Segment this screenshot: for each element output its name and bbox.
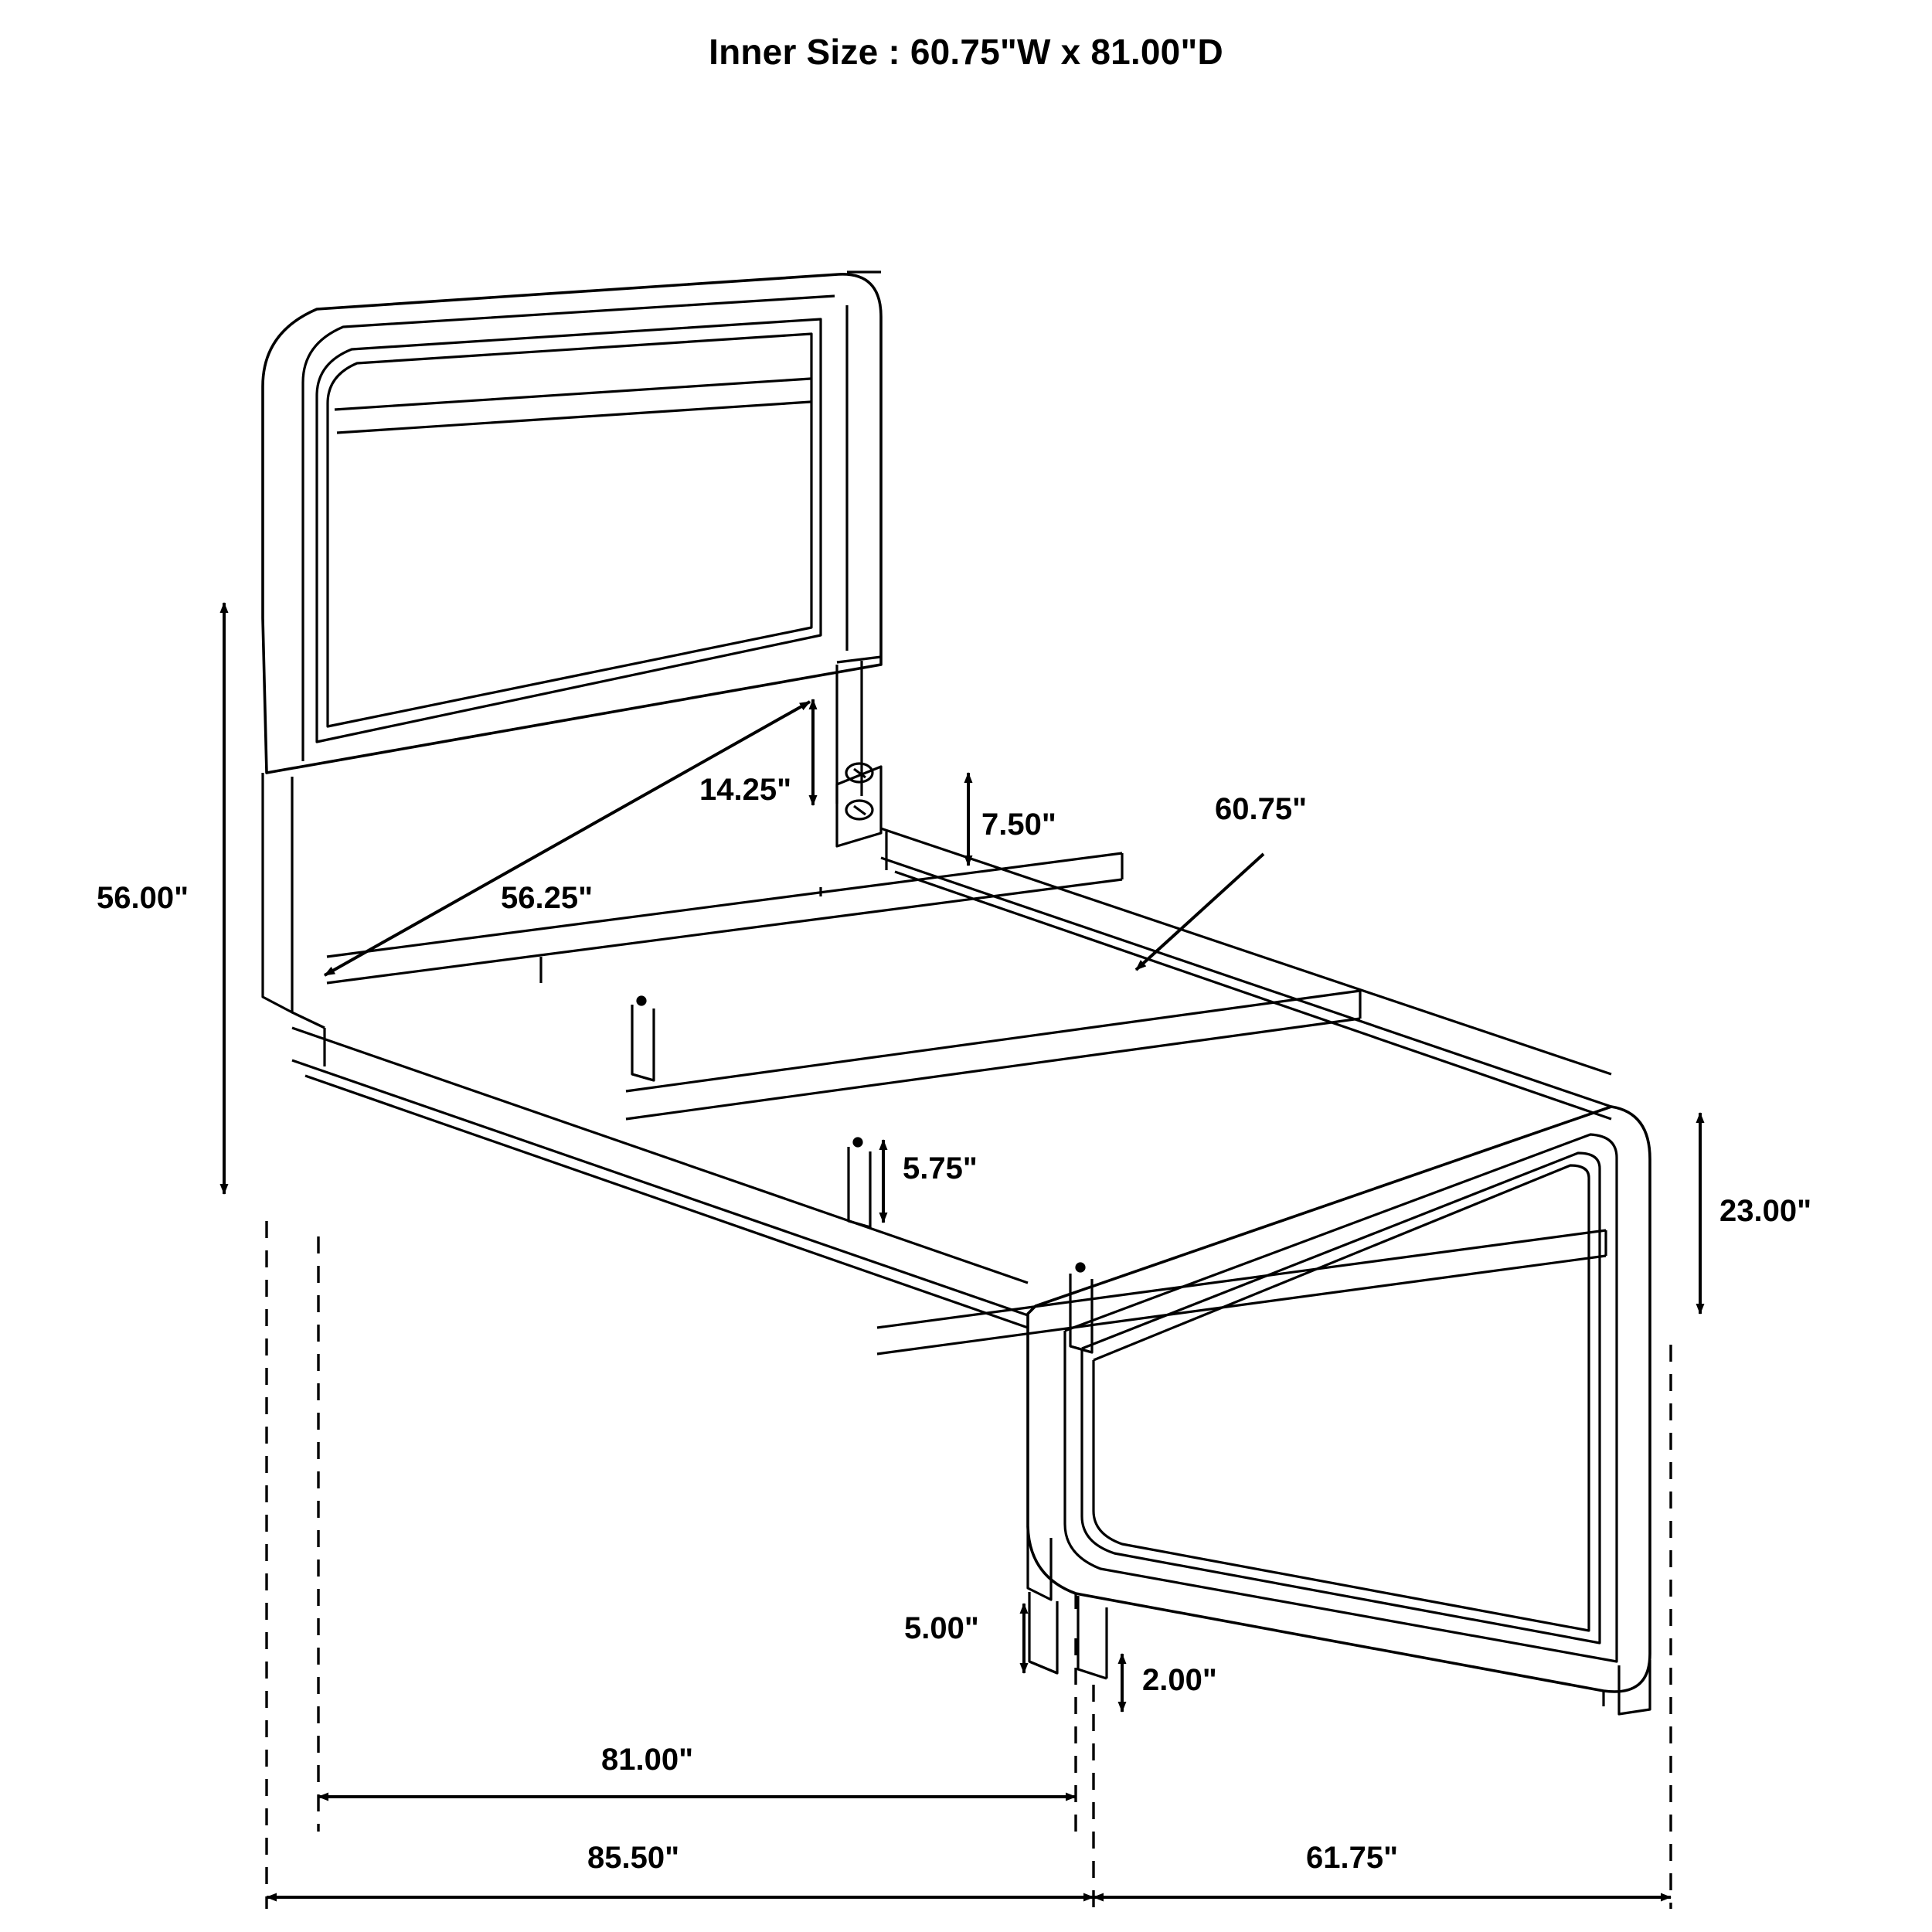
arrow-inner-width <box>1136 854 1264 970</box>
label-headboard-panel-width: 56.25" <box>501 881 594 915</box>
label-headboard-panel-height: 14.25" <box>699 773 792 807</box>
arrow-headboard-panel-width <box>325 702 810 975</box>
extension-lines <box>267 1221 1671 1909</box>
label-overall-width: 61.75" <box>1306 1841 1399 1875</box>
label-overall-length: 85.50" <box>587 1841 680 1875</box>
page-title: Inner Size : 60.75"W x 81.00"D <box>709 32 1223 72</box>
label-slat-support-height: 5.75" <box>903 1151 978 1185</box>
label-foot-clearance: 2.00" <box>1142 1663 1217 1697</box>
label-headboard-height: 56.00" <box>97 881 189 915</box>
label-inner-width: 60.75" <box>1215 792 1308 826</box>
bottom-dimension-arrows <box>267 1797 1671 1897</box>
label-side-rail-height: 7.50" <box>981 808 1056 842</box>
label-footboard-height: 23.00" <box>1719 1194 1812 1228</box>
label-inner-depth: 81.00" <box>601 1743 694 1777</box>
label-leg-height: 5.00" <box>904 1611 979 1645</box>
bed-illustration <box>263 272 1650 1714</box>
